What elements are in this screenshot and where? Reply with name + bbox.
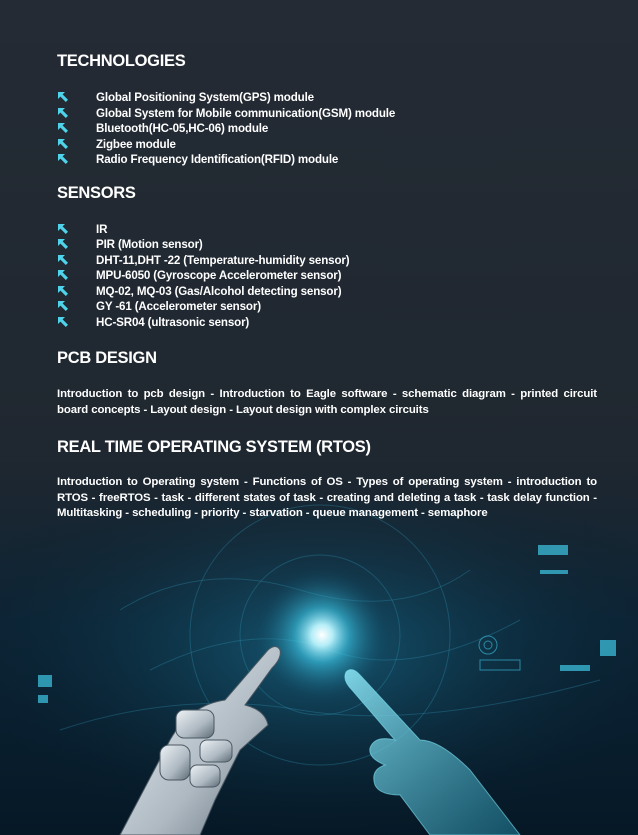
list-item-label: IR <box>96 222 108 236</box>
list-item <box>57 121 597 137</box>
arrow-up-left-icon <box>58 301 68 311</box>
rtos-heading: REAL TIME OPERATING SYSTEM (RTOS) <box>57 438 371 456</box>
list-item-label: Radio Frequency Identification(RFID) module <box>96 153 339 166</box>
arrow-up-left-icon <box>58 224 68 234</box>
list-item-label: MQ-02, MQ-03 (Gas/Alcohol detecting sensor) <box>96 284 342 298</box>
list-item <box>57 284 597 300</box>
pcb-design-description: Introduction to pcb design - Introduction to Eagle software - schematic diagram - printed circuit board concepts - Layout design - Layout design with complex circuits <box>57 388 597 416</box>
list-item <box>57 152 597 168</box>
technologies-heading: TECHNOLOGIES <box>57 52 186 70</box>
list-item-label: Zigbee module <box>96 137 176 151</box>
list-item-label: PIR (Motion sensor) <box>96 238 203 251</box>
rtos-description: Introduction to Operating system - Functions of OS - Types of operating system - introduction to RTOS - freeRTOS - task - different states of task - creating and deleting a task - task delay function - Multitasking - scheduling - priority - starvation - queue management - semaphore <box>57 476 597 519</box>
robot-human-hands-illustration <box>0 500 638 835</box>
list-item <box>57 315 597 331</box>
list-item <box>57 253 597 269</box>
sensors-heading: SENSORS <box>57 183 136 202</box>
arrow-up-left-icon <box>58 92 68 102</box>
arrow-up-left-icon <box>58 139 68 149</box>
pcb-design-heading: PCB DESIGN <box>57 349 157 367</box>
list-item <box>57 90 597 106</box>
list-item-label: HC-SR04 (ultrasonic sensor) <box>96 315 250 329</box>
list-item-label: Bluetooth(HC-05,HC-06) module <box>96 122 269 135</box>
course-content <box>57 52 597 522</box>
list-item <box>57 268 597 284</box>
arrow-up-left-icon <box>58 270 68 280</box>
arrow-up-left-icon <box>58 154 68 164</box>
list-item <box>57 299 597 315</box>
list-item <box>57 106 597 122</box>
list-item-label: DHT-11,DHT -22 (Temperature-humidity sensor) <box>96 253 350 267</box>
sensors-list <box>57 222 597 331</box>
list-item-label: Global Positioning System(GPS) module <box>96 91 314 104</box>
arrow-up-left-icon <box>58 123 68 133</box>
arrow-up-left-icon <box>58 286 68 296</box>
arrow-up-left-icon <box>58 108 68 118</box>
list-item-label: MPU-6050 (Gyroscope Accelerometer sensor) <box>96 269 342 282</box>
arrow-up-left-icon <box>58 255 68 265</box>
list-item-label: Global System for Mobile communication(GSM) module <box>96 106 396 120</box>
list-item <box>57 222 597 238</box>
list-item <box>57 237 597 253</box>
arrow-up-left-icon <box>58 317 68 327</box>
arrow-up-left-icon <box>58 239 68 249</box>
technologies-list <box>57 90 597 168</box>
list-item <box>57 137 597 153</box>
list-item-label: GY -61 (Accelerometer sensor) <box>96 300 261 313</box>
